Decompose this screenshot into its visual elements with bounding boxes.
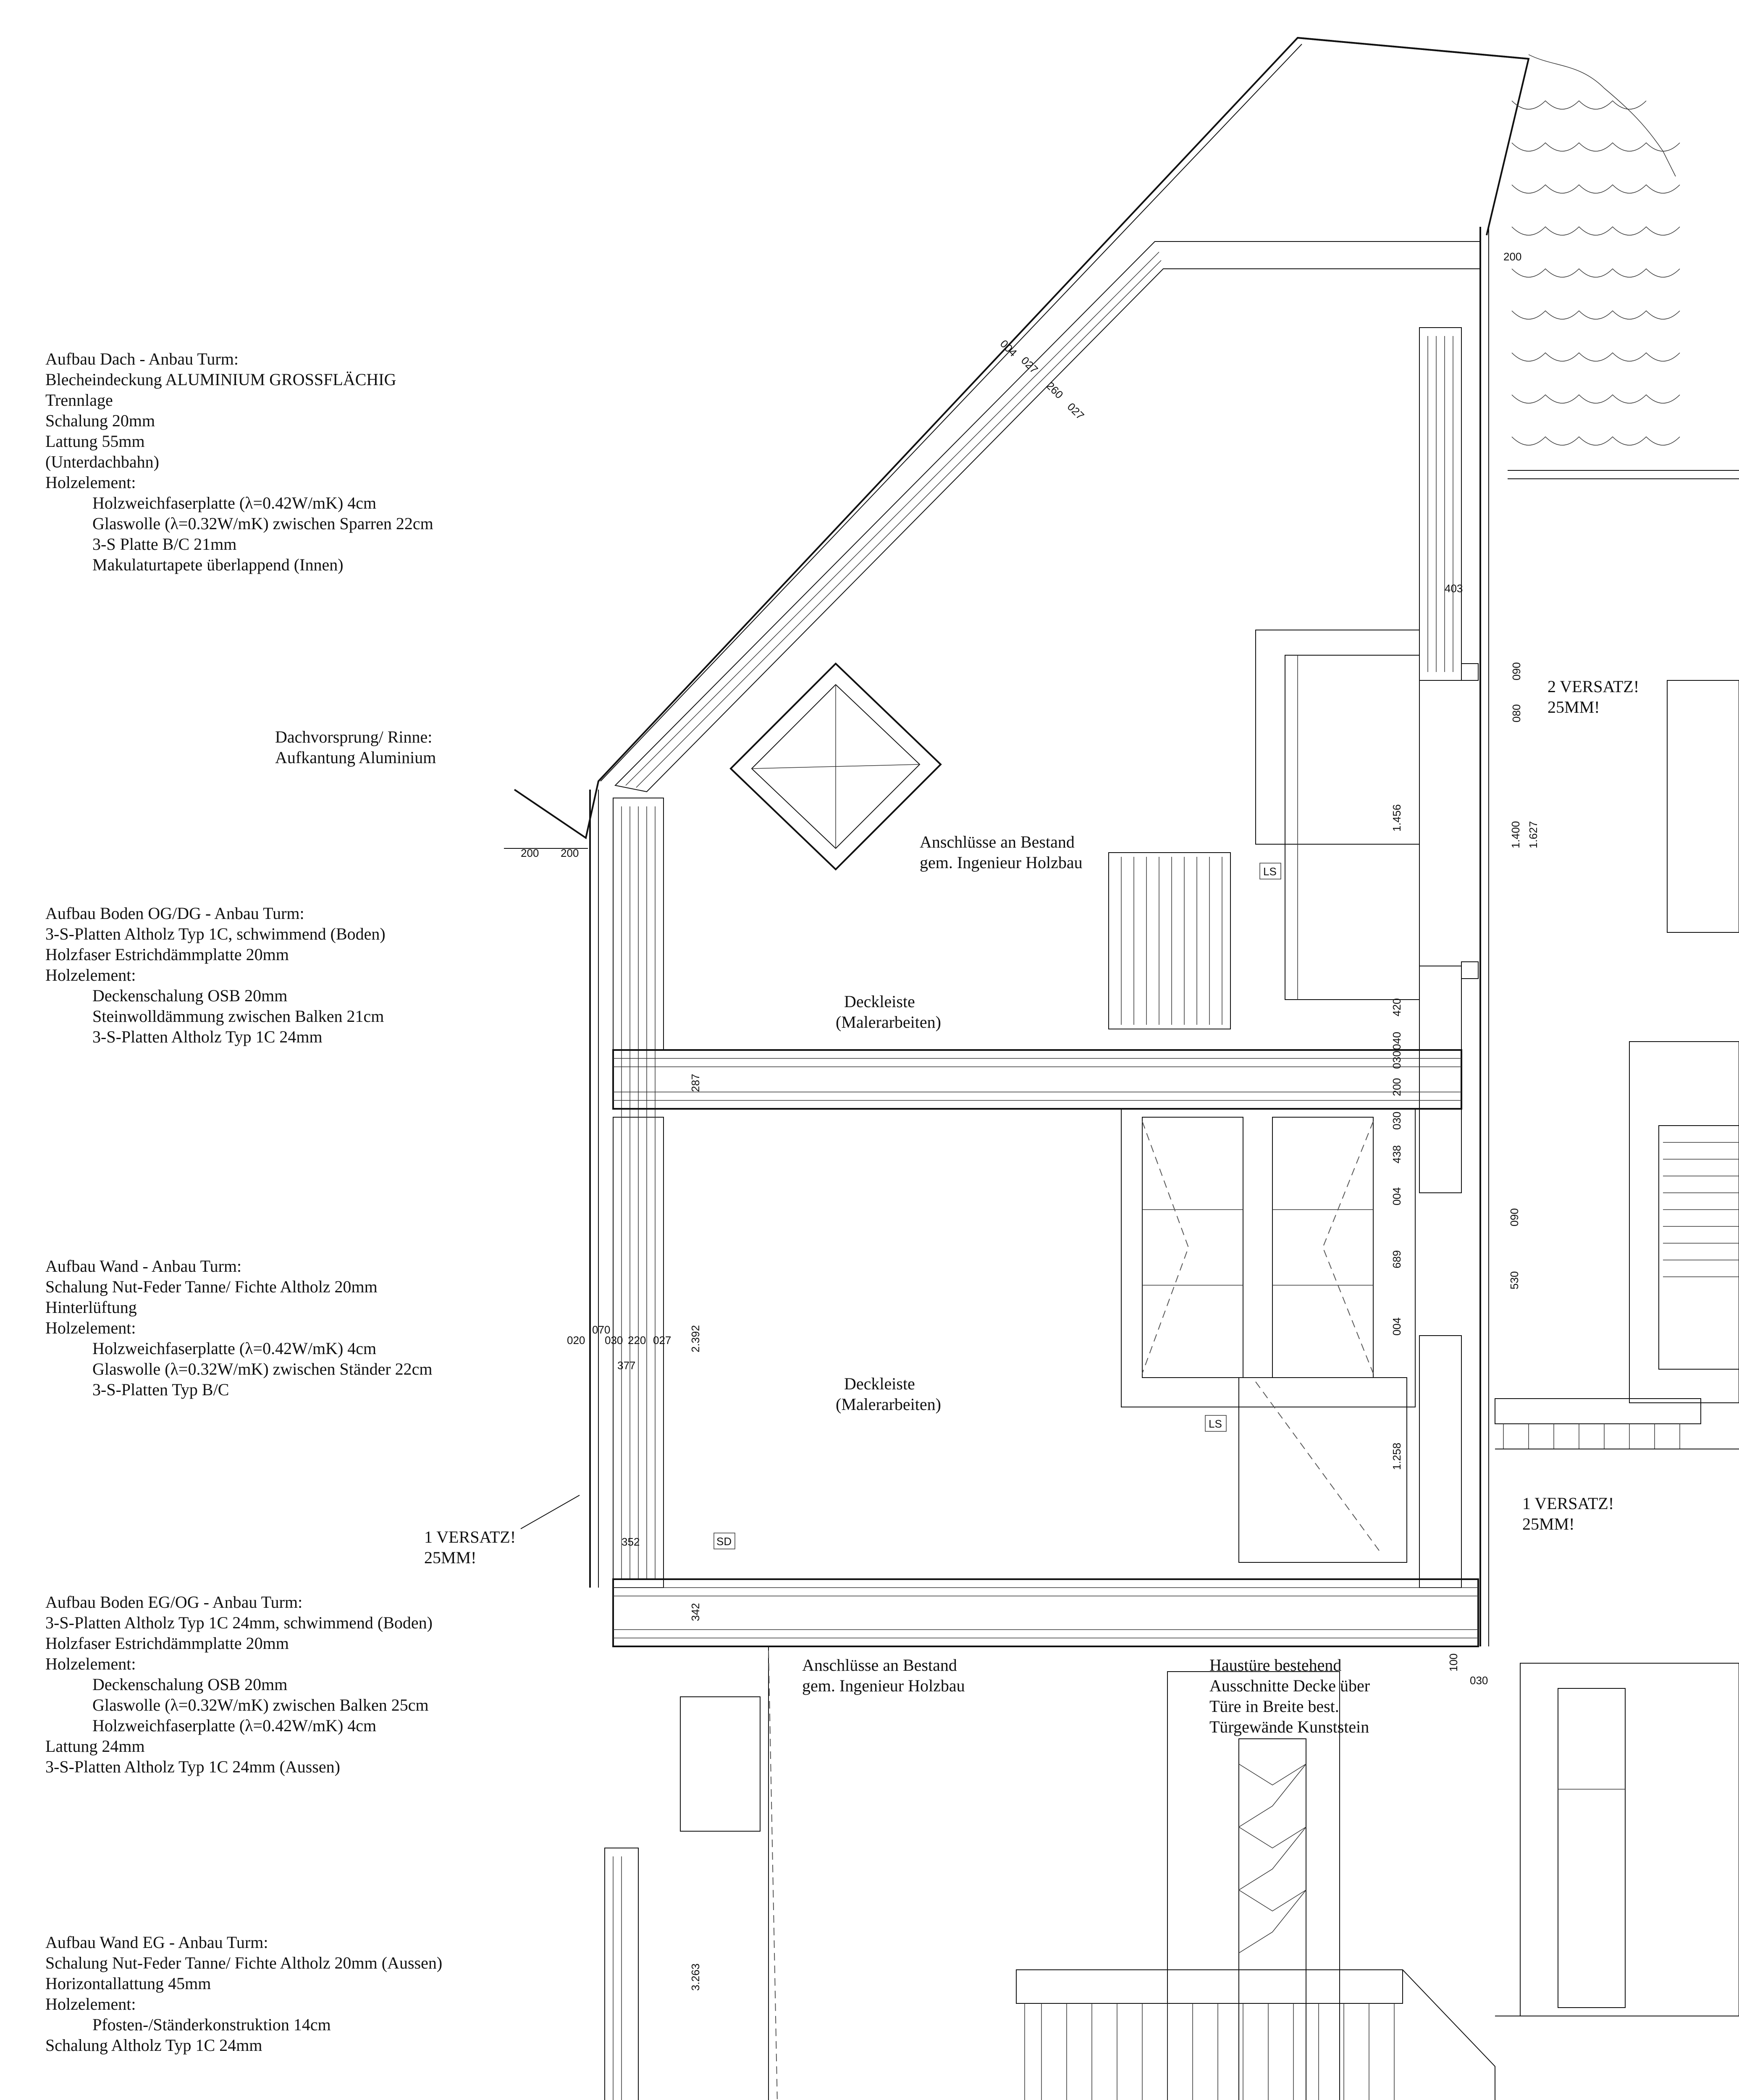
note-line: Deckenschalung OSB 20mm [92,986,288,1005]
dim-1456: 1.456 [1390,804,1403,832]
note-line: Holzweichfaserplatte (λ=0.42W/mK) 4cm [92,494,377,512]
note-line: Schalung 20mm [45,411,155,430]
dim-200-left-a: 200 [521,847,539,859]
note-deckleiste-upper [836,991,941,1032]
note-line: Anschlüsse an Bestand [920,832,1075,851]
note-line: Aufbau Wand - Anbau Turm: [45,1257,242,1276]
note-line: gem. Ingenieur Holzbau [802,1676,965,1695]
note-aufbau-wand [45,1256,433,1400]
note-versatz-1-right [1522,1493,1614,1534]
note-line: gem. Ingenieur Holzbau [920,853,1083,872]
note-line: Haustüre bestehend [1209,1656,1342,1675]
note-anschluesse-bottom [802,1655,965,1696]
note-versatz-2 [1548,676,1639,717]
note-line: 3-S-Platten Altholz Typ 1C 24mm (Aussen) [45,1757,340,1776]
note-line: Holzfaser Estrichdämmplatte 20mm [45,945,289,964]
dim-3263: 3.263 [689,1963,702,1991]
dim-030a: 030 [1390,1050,1403,1069]
note-line: Holzelement: [45,1654,136,1673]
note-line: Lattung 24mm [45,1737,145,1756]
note-line: Trennlage [45,391,113,410]
dim-030c: 030 [605,1334,623,1347]
dim-377: 377 [617,1359,636,1372]
dim-1400: 1.400 [1509,821,1522,848]
note-line: 25MM! [1548,698,1600,717]
dim-roof-a: 004 [997,337,1020,359]
note-line: Aufkantung Aluminium [275,748,436,767]
note-line: 25MM! [1522,1515,1575,1533]
dim-004a: 004 [1390,1187,1403,1205]
dim-100: 100 [1447,1653,1460,1672]
note-line: Makulaturtapete überlappend (Innen) [92,555,344,574]
dim-342: 342 [689,1603,702,1621]
note-line: Aufbau Dach - Anbau Turm: [45,349,239,368]
dim-roof-c: 260 [1044,379,1066,401]
note-line: (Malerarbeiten) [836,1395,941,1414]
dim-030d: 030 [1470,1674,1488,1687]
note-line: 25MM! [424,1548,477,1567]
note-line: 2 VERSATZ! [1548,677,1639,696]
note-line: Holzfaser Estrichdämmplatte 20mm [45,1634,289,1653]
note-line: Horizontallattung 45mm [45,1974,211,1993]
note-dachvorsprung [275,727,436,768]
note-line: Aufbau Wand EG - Anbau Turm: [45,1933,268,1952]
dim-200-top: 200 [1503,250,1522,263]
note-line: Holzweichfaserplatte (λ=0.42W/mK) 4cm [92,1339,377,1358]
note-deckleiste-lower [836,1373,941,1415]
note-line: Aufbau Boden OG/DG - Anbau Turm: [45,904,304,923]
tag-ls-2: LS [1209,1418,1222,1430]
dim-220: 220 [628,1334,646,1347]
note-aufbau-boden-eg-og [45,1592,433,1777]
note-line: 3-S-Platten Altholz Typ 1C 24mm [92,1027,323,1046]
dim-1627: 1.627 [1527,821,1540,848]
note-line: Lattung 55mm [45,432,145,451]
note-line: (Malerarbeiten) [836,1013,941,1032]
note-line: Türe in Breite best. [1209,1697,1339,1716]
note-line: Holzelement: [45,1995,136,2013]
dim-352: 352 [622,1536,640,1548]
note-line: Ausschnitte Decke über [1209,1676,1370,1695]
dim-080: 080 [1510,704,1523,722]
note-anschluesse-top [920,832,1083,873]
note-line: Holzelement: [45,966,136,984]
note-line: Glaswolle (λ=0.32W/mK) zwischen Ständer 22cm [92,1360,433,1378]
dim-090b: 090 [1508,1208,1521,1226]
dim-004b: 004 [1390,1317,1403,1336]
note-line: Glaswolle (λ=0.32W/mK) zwischen Sparren 22cm [92,514,433,533]
dim-020: 020 [567,1334,585,1347]
dim-420: 420 [1390,998,1403,1016]
dim-2392: 2.392 [689,1325,702,1352]
note-line: (Unterdachbahn) [45,452,159,471]
dim-200-left-b: 200 [561,847,579,859]
note-line: Schalung Nut-Feder Tanne/ Fichte Altholz 20mm (Aussen) [45,1953,443,1972]
note-line: Glaswolle (λ=0.32W/mK) zwischen Balken 25cm [92,1696,429,1714]
note-line: Schalung Altholz Typ 1C 24mm [45,2036,262,2055]
note-aufbau-boden-og-dg [45,903,386,1047]
note-line: 1 VERSATZ! [1522,1494,1614,1513]
dim-040: 040 [1390,1032,1403,1050]
note-line: Deckleiste [844,992,915,1011]
note-line: 1 VERSATZ! [424,1528,516,1546]
note-line: 3-S-Platten Altholz Typ 1C 24mm, schwimmend (Boden) [45,1613,433,1632]
note-line: 3-S-Platten Typ B/C [92,1380,229,1399]
note-aufbau-dach [45,349,433,575]
note-line: Pfosten-/Ständerkonstruktion 14cm [92,2015,331,2034]
dim-roof-b: 027 [1018,354,1041,376]
note-line: Deckleiste [844,1374,915,1393]
note-haustuere [1209,1655,1370,1737]
dim-roof-d: 027 [1065,400,1087,422]
dim-287: 287 [689,1074,702,1092]
note-line: Steinwolldämmung zwischen Balken 21cm [92,1007,384,1026]
dim-200v: 200 [1390,1078,1403,1096]
tag-sd: SD [716,1535,732,1548]
note-line: Türgewände Kunststein [1209,1717,1369,1736]
dim-070: 070 [592,1323,611,1336]
note-line: Blecheindeckung ALUMINIUM GROSSFLÄCHIG [45,370,396,389]
note-line: Deckenschalung OSB 20mm [92,1675,288,1694]
dim-030b: 030 [1390,1111,1403,1130]
note-line: Anschlüsse an Bestand [802,1656,957,1675]
dim-403: 403 [1445,582,1463,595]
dim-1258: 1.258 [1390,1442,1403,1470]
note-line: Aufbau Boden EG/OG - Anbau Turm: [45,1593,303,1612]
note-line: Schalung Nut-Feder Tanne/ Fichte Altholz 20mm [45,1277,378,1296]
note-line: Holzweichfaserplatte (λ=0.42W/mK) 4cm [92,1716,377,1735]
note-versatz-1-left [424,1527,516,1568]
note-line: 3-S-Platten Altholz Typ 1C, schwimmend (Boden) [45,924,386,943]
dim-438: 438 [1390,1145,1403,1163]
dim-027: 027 [653,1334,671,1347]
dim-530: 530 [1508,1271,1521,1289]
note-line: Dachvorsprung/ Rinne: [275,727,433,746]
dim-090a: 090 [1510,662,1523,680]
note-line: Holzelement: [45,473,136,492]
tag-ls-1: LS [1263,865,1277,878]
dim-689: 689 [1390,1250,1403,1268]
note-line: 3-S Platte B/C 21mm [92,535,237,554]
note-aufbau-wand-eg [45,1932,442,2055]
note-line: Holzelement: [45,1318,136,1337]
note-line: Hinterlüftung [45,1298,137,1317]
